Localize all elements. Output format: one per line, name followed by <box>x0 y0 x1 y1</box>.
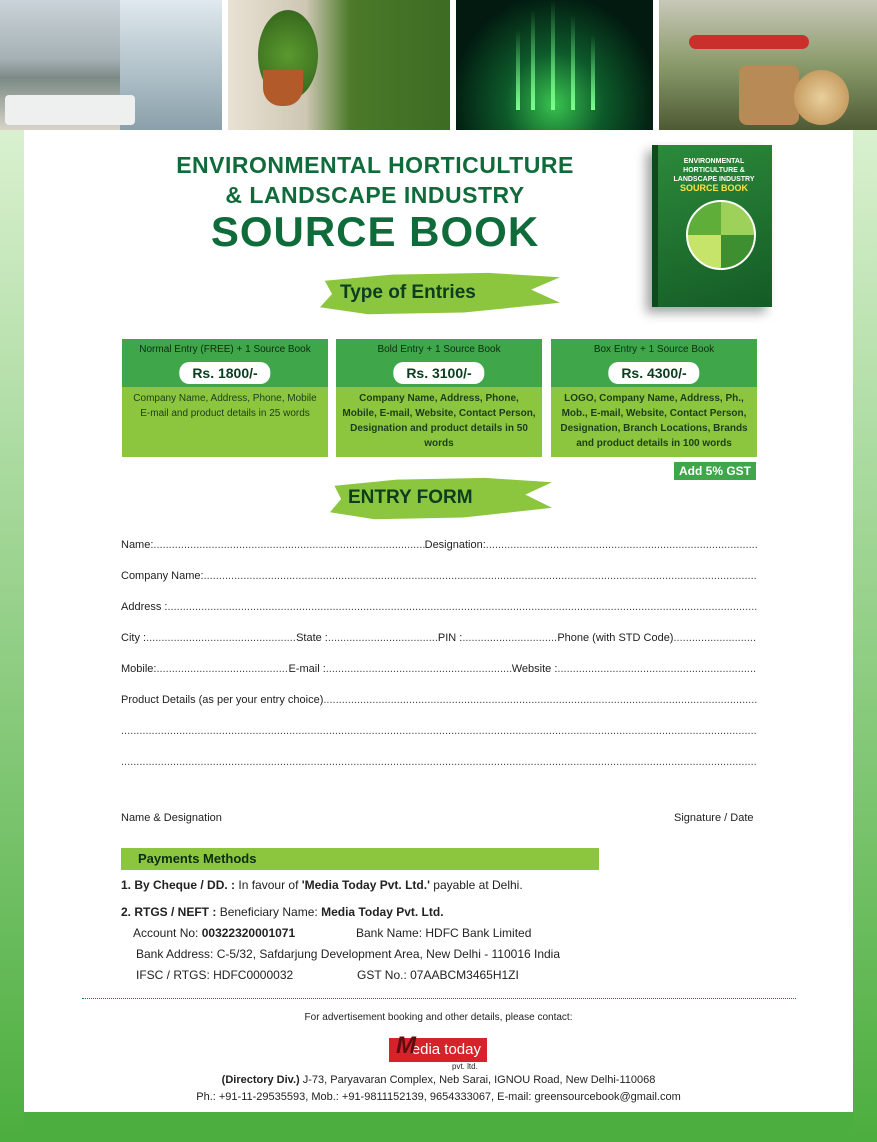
company-label: Company Name: <box>121 570 204 582</box>
logo-sub: pvt. ltd. <box>452 1062 478 1071</box>
mobile-field[interactable] <box>156 663 288 675</box>
address-field[interactable] <box>167 601 757 613</box>
chainsaw-photo <box>659 0 877 130</box>
entry-header: Box Entry + 1 Source Book <box>551 339 757 387</box>
entry-description: LOGO, Company Name, Address, Ph., Mob., E-mail, Website, Contact Person, Designation, Branch Locations, Brands and product details in 100 words <box>560 393 748 449</box>
city-field[interactable] <box>146 632 296 644</box>
entry-price: Rs. 3100/- <box>393 362 484 384</box>
mobile-label: Mobile: <box>121 663 157 675</box>
cheque-text-2: payable at Delhi. <box>433 878 523 892</box>
entry-box-bold <box>336 339 542 457</box>
website-field[interactable] <box>557 663 757 675</box>
book-cover-image <box>652 145 772 307</box>
cheque-line <box>121 878 523 892</box>
designation-label: Designation: <box>424 539 486 551</box>
entry-header: Bold Entry + 1 Source Book <box>336 339 542 387</box>
state-field[interactable] <box>328 632 438 644</box>
entry-price: Rs. 1800/- <box>179 362 270 384</box>
balcony-photo <box>228 0 450 130</box>
bank-address: Bank Address: C-5/32, Safdarjung Development Area, New Delhi - 110016 India <box>136 947 561 961</box>
address-label: Address : <box>121 601 168 613</box>
account-label: Account No: <box>133 926 199 940</box>
cheque-payee: 'Media Today Pvt. Ltd.' <box>301 878 430 892</box>
media-today-logo: edia today <box>389 1038 487 1062</box>
city-label: City : <box>121 632 147 644</box>
entry-description: Company Name, Address, Phone, Mobile E-mail and product details in 25 words <box>133 393 317 419</box>
email-label: E-mail : <box>288 663 326 675</box>
entry-price: Rs. 4300/- <box>608 362 699 384</box>
product-field-line-3[interactable] <box>121 756 757 768</box>
ifsc-code: IFSC / RTGS: HDFC0000032 <box>136 968 294 982</box>
designation-field[interactable] <box>486 539 757 551</box>
page-title: SOURCE BOOK <box>210 208 540 255</box>
entry-box-box <box>551 339 757 457</box>
signature-date-label: Signature / Date <box>674 812 754 824</box>
entry-description: Company Name, Address, Phone, Mobile, E-mail, Website, Contact Person, Designation and product details in 50 words <box>342 393 536 449</box>
book-cover-text: ENVIRONMENTAL HORTICULTURE & LANDSCAPE INDUSTRY <box>673 158 755 183</box>
cheque-text: In favour of <box>238 878 299 892</box>
bank-name: Bank Name: HDFC Bank Limited <box>356 926 532 940</box>
phone-label: Phone (with STD Code) <box>557 632 674 644</box>
gst-badge: Add 5% GST <box>674 462 756 480</box>
product-label: Product Details (as per your entry choice) <box>121 694 324 706</box>
entry-box-normal <box>122 339 328 457</box>
gst-number: GST No.: 07AABCM3465H1ZI <box>357 968 519 982</box>
entry-form-heading: ENTRY FORM <box>348 487 473 508</box>
state-label: State : <box>296 632 328 644</box>
book-cover-title: SOURCE BOOK <box>679 183 748 193</box>
account-line <box>133 926 295 940</box>
form-row-product <box>121 694 757 706</box>
footer-contacts: Ph.: +91-11-29535593, Mob.: +91-9811152139, 9654333067, E-mail: greensourcebook@gmail.com <box>196 1091 681 1103</box>
form-row-mobile <box>121 663 757 675</box>
footer-address <box>0 1074 877 1086</box>
contact-note: For advertisement booking and other details, please contact: <box>304 1012 573 1023</box>
name-field[interactable] <box>153 539 424 551</box>
cheque-label: 1. By Cheque / DD. : <box>121 878 236 892</box>
interior-photo <box>0 0 222 130</box>
name-label: Name: <box>121 539 154 551</box>
pin-field[interactable] <box>462 632 557 644</box>
website-label: Website : <box>511 663 558 675</box>
account-number: 00322320001071 <box>201 926 296 940</box>
fountain-photo <box>456 0 653 130</box>
beneficiary-label: Beneficiary Name: <box>219 905 318 919</box>
beneficiary-name: Media Today Pvt. Ltd. <box>321 905 444 919</box>
entry-header: Normal Entry (FREE) + 1 Source Book <box>122 339 328 387</box>
form-row-city <box>121 632 757 644</box>
form-row-name <box>121 539 757 551</box>
photo-strip <box>0 0 877 130</box>
address-text: J-73, Paryavaran Complex, Neb Sarai, IGNOU Road, New Delhi-110068 <box>302 1074 656 1086</box>
footer-divider <box>82 998 796 999</box>
page-title-top: ENVIRONMENTAL HORTICULTURE & LANDSCAPE INDUSTRY <box>176 152 574 208</box>
product-field-line-2[interactable] <box>121 725 757 737</box>
form-row-company <box>121 570 757 582</box>
name-designation-label: Name & Designation <box>121 812 222 824</box>
background-right <box>853 130 877 1142</box>
form-row-product-2 <box>121 725 757 737</box>
payments-heading: Payments Methods <box>138 851 257 866</box>
rtgs-line <box>121 905 444 919</box>
division-label: (Directory Div.) <box>221 1074 300 1086</box>
type-of-entries-heading: Type of Entries <box>340 282 476 303</box>
logo-letter: M <box>396 1032 416 1059</box>
pin-label: PIN : <box>437 632 463 644</box>
product-field[interactable] <box>323 694 757 706</box>
form-row-address <box>121 601 757 613</box>
form-row-product-3 <box>121 756 757 768</box>
email-field[interactable] <box>326 663 512 675</box>
background-left <box>0 130 24 1142</box>
company-field[interactable] <box>204 570 757 582</box>
book-cover-graphic <box>686 200 756 270</box>
rtgs-label: 2. RTGS / NEFT : <box>121 905 217 919</box>
phone-field[interactable] <box>673 632 757 644</box>
